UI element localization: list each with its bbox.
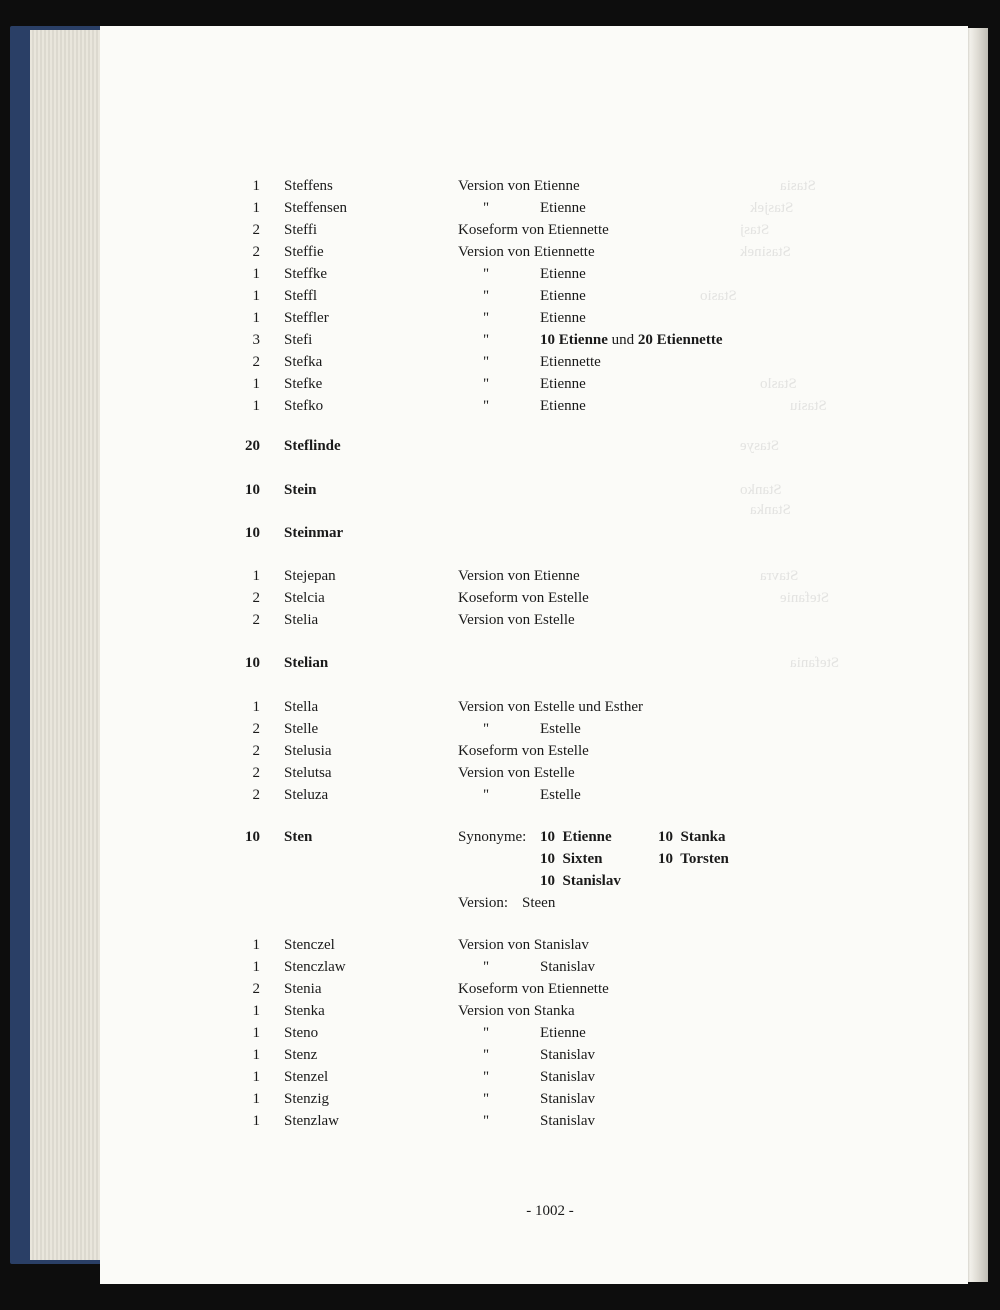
entry-row [100,787,960,807]
entry-count: 1 [252,266,260,282]
synonym-item: 10 Stanislav [540,873,621,889]
page-block-edge [30,30,105,1260]
ditto-mark: " [483,1069,490,1085]
entry-count: 1 [252,200,260,216]
entry-row [100,959,960,979]
entry-row [100,1025,960,1045]
book-page [100,26,968,1284]
entry-row [100,354,960,374]
entry-name: Steluza [284,787,329,803]
entry-row [100,438,960,458]
entry-row [100,612,960,632]
entry-row [100,310,960,330]
entry-count: 3 [252,332,260,348]
ditto-mark: " [483,310,490,326]
entry-name: Stefke [284,376,323,392]
entry-count: 2 [252,590,260,606]
ghost-word: Stasinek [740,244,791,260]
entry-row [100,200,960,220]
entry-name: Stelia [284,612,319,628]
entry-count: 1 [252,288,260,304]
entry-row [100,482,960,502]
entry-count: 10 [245,525,260,541]
entry-target: Stanislav [540,1113,595,1129]
ditto-mark: " [483,200,490,216]
entry-target: Etiennette [540,354,601,370]
version-value: Steen [522,895,556,911]
entry-name: Stefi [284,332,313,348]
entry-count: 2 [252,743,260,759]
entry-count: 10 [245,655,260,671]
entry-count: 1 [252,959,260,975]
entry-name: Stenczlaw [284,959,346,975]
synonym-item: 10 Stanka [658,829,726,845]
entry-description: Version von Stanislav [458,937,589,953]
synonym-item: 10 Etienne [540,829,612,845]
entry-name: Stein [284,482,317,498]
entry-count: 20 [245,438,260,454]
entry-count: 1 [252,1069,260,1085]
entry-count: 2 [252,765,260,781]
entry-name: Stelusia [284,743,332,759]
entry-description: Version von Etiennette [458,244,595,260]
entry-count: 2 [252,612,260,628]
ditto-mark: " [483,1113,490,1129]
entry-name: Stelle [284,721,319,737]
entry-row [100,981,960,1001]
entry-description: Version von Etienne [458,178,580,194]
entry-count: 2 [252,244,260,260]
entry-target: Etienne [540,288,586,304]
entry-row [100,743,960,763]
entry-name: Steinmar [284,525,344,541]
entry-name: Steffler [284,310,329,326]
entry-name: Stenia [284,981,322,997]
ghost-word: Stasjek [750,200,794,216]
entry-count: 1 [252,1113,260,1129]
entry-row [100,1003,960,1023]
entry-count: 1 [252,310,260,326]
entry-count: 2 [252,787,260,803]
entry-row [100,332,960,352]
entry-row [100,222,960,242]
entry-description: Version von Estelle [458,612,575,628]
entry-name: Steffi [284,222,318,238]
entry-count: 1 [252,937,260,953]
entry-name: Stefka [284,354,323,370]
entry-name: Sten [284,829,313,845]
entry-count: 2 [252,721,260,737]
ditto-mark: " [483,721,490,737]
entry-target: Etienne [540,266,586,282]
entry-count: 1 [252,376,260,392]
entry-count: 2 [252,354,260,370]
entry-description: Koseform von Estelle [458,743,589,759]
entry-count: 1 [252,699,260,715]
ghost-word: Stanko [740,482,782,498]
ditto-mark: " [483,959,490,975]
entry-count: 10 [245,482,260,498]
entry-target: Etienne [540,200,586,216]
entry-row [100,398,960,418]
ditto-mark: " [483,787,490,803]
entry-count: 2 [252,222,260,238]
ditto-mark: " [483,354,490,370]
entry-target: Stanislav [540,1069,595,1085]
entry-name: Stenzig [284,1091,329,1107]
facing-page-edge [966,28,988,1282]
entry-row [100,525,960,545]
ghost-word: Stasiu [790,398,827,414]
entry-row [100,266,960,286]
entry-row [100,376,960,396]
entry-target: Etienne [540,376,586,392]
entry-name: Stenz [284,1047,318,1063]
ditto-mark: " [483,266,490,282]
ditto-mark: " [483,332,490,348]
ghost-word: Stasye [740,438,780,454]
entry-name: Stelian [284,655,329,671]
entry-name: Stella [284,699,319,715]
entry-target [540,332,723,349]
ghost-word: Stasio [700,288,737,304]
entry-row [100,765,960,785]
synonym-item: 10 Torsten [658,851,729,867]
entry-row [100,590,960,610]
entry-name: Steffens [284,178,333,194]
page-number: - 1002 - [526,1203,574,1219]
entry-count: 1 [252,568,260,584]
entry-row [100,1047,960,1067]
entry-row [100,244,960,264]
entry-row [100,829,960,911]
entry-description: Version von Estelle [458,765,575,781]
ghost-word: Staslo [760,376,797,392]
ditto-mark: " [483,398,490,414]
entry-row [100,1069,960,1089]
entry-count: 10 [245,829,260,845]
entry-count: 1 [252,1003,260,1019]
ditto-mark: " [483,288,490,304]
target-part: 10 Etienne [540,332,608,348]
entry-name: Stefko [284,398,324,414]
entry-count: 2 [252,981,260,997]
entry-description: Version von Etienne [458,568,580,584]
entry-target: Etienne [540,310,586,326]
ghost-word: Stasia [780,178,816,194]
synonyms-label: Synonyme: [458,829,527,845]
ghost-word: Stavra [760,568,799,584]
entry-name: Steffie [284,244,324,260]
entry-target: Etienne [540,398,586,414]
entry-target: Stanislav [540,1091,595,1107]
ditto-mark: " [483,376,490,392]
entry-target: Estelle [540,787,581,803]
entry-count: 1 [252,1025,260,1041]
entry-name: Stenka [284,1003,325,1019]
ditto-mark: " [483,1047,490,1063]
version-label: Version: [458,895,508,911]
entry-description: Version von Stanka [458,1003,575,1019]
entry-name: Steffke [284,266,328,282]
entry-description: Koseform von Etiennette [458,222,609,238]
entry-name: Stelutsa [284,765,332,781]
entry-target: Etienne [540,1025,586,1041]
entry-description: Koseform von Estelle [458,590,589,606]
target-part: und [607,332,638,348]
ghost-word: Stefanie [780,590,830,606]
entry-count: 1 [252,398,260,414]
entry-name: Steno [284,1025,319,1041]
entry-row [100,655,960,675]
entry-row [100,178,960,198]
entry-name: Stenzlaw [284,1113,339,1129]
entry-name: Steflinde [284,438,341,454]
ditto-mark: " [483,1091,490,1107]
ghost-word: Stefania [790,655,840,671]
entry-row [100,699,960,719]
entry-name: Stenczel [284,937,335,953]
entry-row [100,1091,960,1111]
entry-target: Stanislav [540,1047,595,1063]
entry-name: Stelcia [284,590,325,606]
entry-name: Stenzel [284,1069,329,1085]
entry-name: Steffensen [284,200,348,216]
ditto-mark: " [483,1025,490,1041]
entry-target: Stanislav [540,959,595,975]
entry-row [100,288,960,308]
entry-row [100,937,960,957]
entry-name: Steffl [284,288,318,304]
entry-row [100,568,960,588]
entry-count: 1 [252,1091,260,1107]
entry-count: 1 [252,1047,260,1063]
entry-row [100,721,960,741]
entry-row [100,1113,960,1133]
entry-description: Koseform von Etiennette [458,981,609,997]
target-part: 20 Etiennette [637,332,723,348]
synonym-item: 10 Sixten [540,851,603,867]
entry-target: Estelle [540,721,581,737]
entry-count: 1 [252,178,260,194]
ghost-word: Stanka [750,502,791,518]
ghost-word: Stasj [740,222,770,238]
entry-name: Stejepan [284,568,336,584]
entry-description: Version von Estelle und Esther [458,699,643,715]
